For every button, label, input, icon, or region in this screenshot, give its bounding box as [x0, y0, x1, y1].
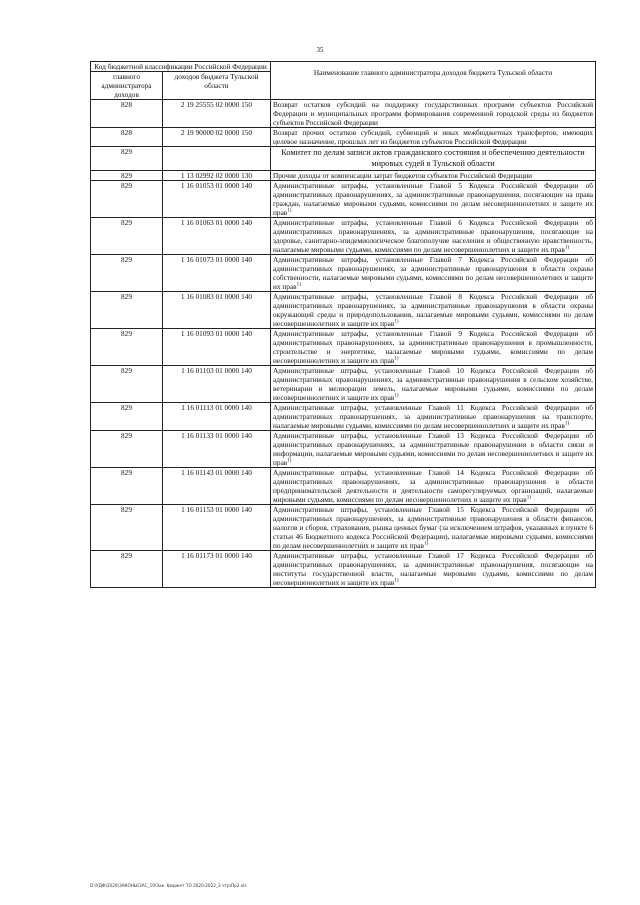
revenue-name-text: Комитет по делам записи актов гражданского состояния и обеспечению деятельности мировых судей в Тульской области [281, 148, 585, 168]
footnote-mark: 1) [287, 458, 292, 464]
footnote-mark: 1) [394, 578, 399, 584]
table-row [91, 171, 596, 181]
revenue-name-cell [271, 255, 596, 292]
table-row [91, 366, 596, 403]
table-row [91, 551, 596, 588]
admin-code-cell: 829 [91, 292, 163, 329]
footnote-mark: 1) [564, 245, 569, 251]
revenue-name-cell [271, 128, 596, 147]
revenue-code-cell: 1 16 01113 01 0000 140 [163, 403, 271, 431]
revenue-name-text: Административные штрафы, установленные Главой 7 Кодекса Российской Федерации об административных правонарушениях, за административные правонарушения в области охраны собственности, налагаемые мировыми судьями, комиссиями по делам несовершеннолетних и защите их прав [273, 255, 594, 291]
table-row [91, 181, 596, 218]
admin-code-cell: 829 [91, 255, 163, 292]
revenue-name-cell [271, 147, 596, 171]
footnote-mark: 1) [287, 208, 292, 214]
table-row [91, 292, 596, 329]
footer-file-path: D:\УДФ\2020\ЗАКОНЫ\ЗАС_19\Зак. бюджет ТО 2020-2022_3 чтр\Пр2.xls [90, 883, 247, 888]
admin-code-cell: 829 [91, 218, 163, 255]
table-row [91, 505, 596, 551]
revenue-name-cell [271, 171, 596, 181]
revenue-name-text: Административные штрафы, установленные Главой 9 Кодекса Российской Федерации об административных правонарушениях, за административные правонарушения в промышленности, строительстве и энергетике, налагаемые мировыми судьями, комиссиями по делам несовершеннолетних и защите их прав [273, 329, 594, 365]
table-row [91, 100, 596, 128]
admin-code-cell: 829 [91, 181, 163, 218]
revenue-name-cell [271, 218, 596, 255]
revenue-name-text: Прочие доходы от компенсации затрат бюджетов субъектов Российской Федерации [273, 171, 533, 180]
revenue-code-cell: 1 16 01073 01 0000 140 [163, 255, 271, 292]
footnote-mark: 1) [526, 495, 531, 501]
revenue-name-text: Административные штрафы, установленные Главой 6 Кодекса Российской Федерации об административных правонарушениях, за административные правонарушения, посягающие на здоровье, санитарно-эпидемиологическое благополучие населения и общественную нравственность, налагаемые мировыми судьями, комиссиями по делам несовершеннолетних и защите их прав [273, 218, 594, 254]
revenue-name-cell [271, 468, 596, 505]
revenue-name-cell [271, 329, 596, 366]
table-row [91, 255, 596, 292]
revenue-name-text: Возврат остатков субсидий на поддержку государственных программ субъектов Российской Федерации и муниципальных программ формирования современной городской среды из бюджетов субъектов Российской Федерации [273, 100, 594, 127]
revenue-code-cell: 2 19 25555 02 0000 150 [163, 100, 271, 128]
admin-code-cell: 829 [91, 551, 163, 588]
revenue-name-cell [271, 431, 596, 468]
admin-code-cell: 829 [91, 147, 163, 171]
revenue-name-text: Административные штрафы, установленные Главой 15 Кодекса Российской Федерации об административных правонарушениях, за административные правонарушения в области финансов, налогов и сборов, страхования, рынка ценных бумаг (за исключением штрафов, указанных в пункте 6 статьи 46 Бюджетного кодекса Российской Федерации), налагаемые мировыми судьями, комиссиями по делам несовершеннолетних и защите их прав [273, 505, 594, 550]
revenue-name-cell [271, 403, 596, 431]
revenue-name-text: Административные штрафы, установленные Главой 14 Кодекса Российской Федерации об административных правонарушениях, за административные правонарушения в области предпринимательской деятельности и деятельности саморегулируемых организаций, налагаемые мировыми судьями, комиссиями по делам несовершеннолетних и защите их прав [273, 468, 594, 504]
revenue-code-cell: 1 16 01103 01 0000 140 [163, 366, 271, 403]
admin-code-cell: 829 [91, 171, 163, 181]
revenue-code-cell: 1 16 01053 01 0000 140 [163, 181, 271, 218]
admin-code-cell: 829 [91, 403, 163, 431]
table-row [91, 403, 596, 431]
admin-code-cell: 828 [91, 100, 163, 128]
footnote-mark: 1) [296, 282, 301, 288]
admin-code-cell: 829 [91, 468, 163, 505]
revenue-name-text: Административные штрафы, установленные Главой 5 Кодекса Российской Федерации об административных правонарушениях, за административные правонарушения, посягающие на права граждан, налагаемые мировыми судьями, комиссиями по делам несовершеннолетних и защите их прав [273, 181, 594, 217]
revenue-name-cell [271, 181, 596, 218]
footnote-mark: 1) [423, 541, 429, 547]
page-number: 35 [316, 46, 324, 54]
revenue-name-text: Административные штрафы, установленные Главой 11 Кодекса Российской Федерации об административных правонарушениях, за административные правонарушения на транспорте, налагаемые мировыми судьями, комиссиями по делам несовершеннолетних и защите их прав [273, 403, 594, 430]
revenue-code-cell: 1 16 01133 01 0000 140 [163, 431, 271, 468]
admin-code-cell: 829 [91, 505, 163, 551]
table-row [91, 329, 596, 366]
revenue-code-cell: 1 16 01173 01 0000 140 [163, 551, 271, 588]
admin-code-cell: 829 [91, 431, 163, 468]
budget-revenue-table [90, 61, 596, 588]
table-row [91, 431, 596, 468]
revenue-code-cell: 1 13 02992 02 0000 130 [163, 171, 271, 181]
header-code-group: Код бюджетной классификации Российской Федерации [91, 62, 271, 72]
footnote-mark: 1) [394, 356, 399, 362]
footnote-mark: 1) [394, 393, 399, 399]
revenue-name-text: Административные штрафы, установленные Главой 8 Кодекса Российской Федерации об административных правонарушениях, за административные правонарушения в области охраны окружающей среды и природопользования, налагаемые мировыми судьями, комиссиями по делам несовершеннолетних и защите их прав [273, 292, 594, 328]
revenue-code-cell: 1 16 01083 01 0000 140 [163, 292, 271, 329]
revenue-name-cell [271, 366, 596, 403]
admin-code-cell: 828 [91, 128, 163, 147]
revenue-code-cell: 1 16 01063 01 0000 140 [163, 218, 271, 255]
table-row [91, 468, 596, 505]
revenue-name-text: Административные штрафы, установленные Главой 17 Кодекса Российской Федерации об административных правонарушениях, за административные правонарушения, посягающие на институты государственной власти, налагаемые мировыми судьями, комиссиями по делам несовершеннолетних и защите их прав [273, 551, 594, 587]
revenue-name-cell [271, 292, 596, 329]
revenue-name-text: Административные штрафы, установленные Главой 13 Кодекса Российской Федерации об административных правонарушениях, за административные правонарушения в области связи и информации, налагаемые мировыми судьями, комиссиями по делам несовершеннолетних и защите их прав [273, 431, 594, 467]
footnote-mark: 1) [564, 421, 569, 427]
revenue-name-text: Административные штрафы, установленные Главой 10 Кодекса Российской Федерации об административных правонарушениях, за административные правонарушения в сельском хозяйстве, ветеринарии и мелиорации земель, налагаемые мировыми судьями, комиссиями по делам несовершеннолетних и защите их прав [273, 366, 594, 402]
revenue-code-cell: 1 16 01153 01 0000 140 [163, 505, 271, 551]
revenue-code-cell: 2 19 90000 02 0000 150 [163, 128, 271, 147]
admin-code-cell: 829 [91, 329, 163, 366]
table-row [91, 218, 596, 255]
revenue-name-cell [271, 551, 596, 588]
revenue-code-cell: 1 16 01093 01 0000 140 [163, 329, 271, 366]
revenue-name-cell [271, 505, 596, 551]
admin-code-cell: 829 [91, 366, 163, 403]
revenue-code-cell [163, 147, 271, 171]
footnote-mark: 1) [394, 319, 399, 325]
header-name: Наименование главного администратора доходов бюджета Тульской области [271, 62, 596, 100]
table-row [91, 128, 596, 147]
revenue-name-cell [271, 100, 596, 128]
revenue-code-cell: 1 16 01143 01 0000 140 [163, 468, 271, 505]
section-heading-row [91, 147, 596, 171]
header-admin-code: главного администратора доходов [91, 72, 163, 100]
header-revenue-code: доходов бюджета Тульской области [163, 72, 271, 100]
revenue-name-text: Возврат прочих остатков субсидий, субвенций и иных межбюджетных трансфертов, имеющих целевое назначение, прошлых лет из бюджетов субъектов Российской Федерации [273, 128, 594, 146]
